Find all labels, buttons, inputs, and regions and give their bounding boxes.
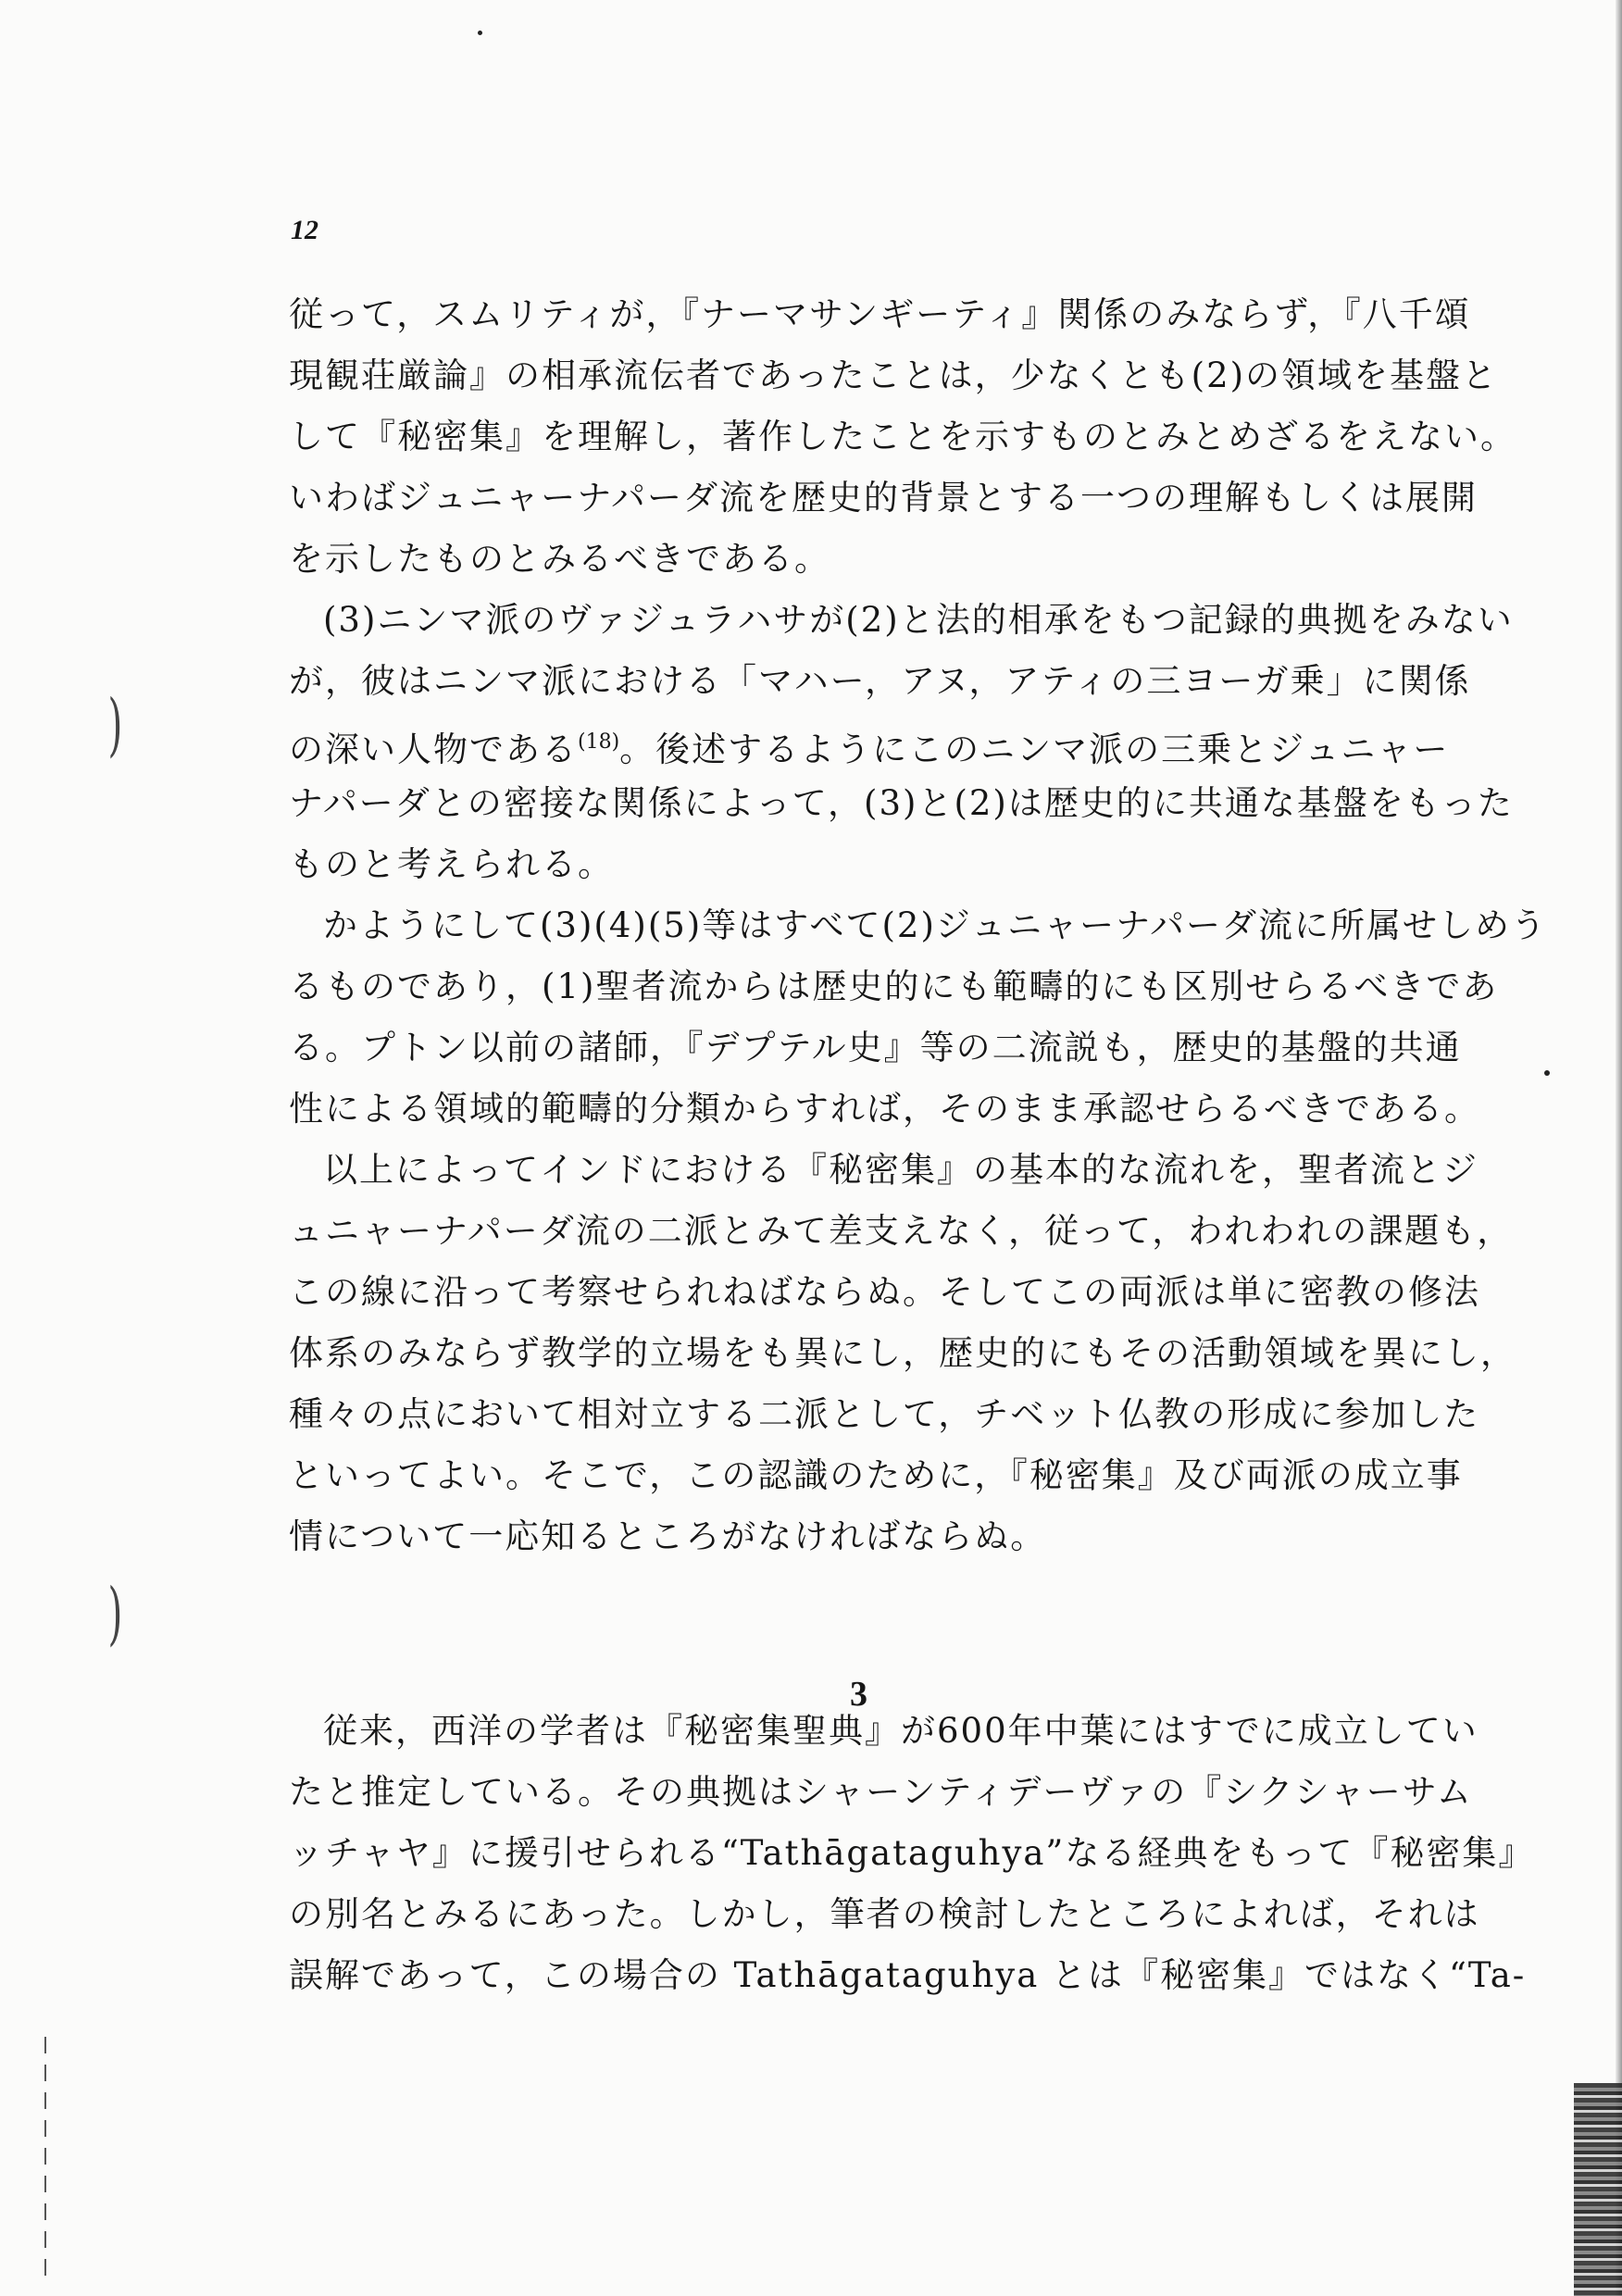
scan-speck — [478, 31, 482, 35]
text-line: 以上によってインドにおける『秘密集』の基本的な流れを，聖者流とジ — [323, 1150, 1479, 1190]
text-line: を示したものとみるべきである。 — [289, 539, 830, 579]
text-line: が，彼はニンマ派における「マハー，アヌ，アティの三ヨーガ乗」に関係 — [289, 661, 1471, 701]
binding-hole-mark-upper: ) — [107, 685, 123, 765]
text-line-segment: 。後述するようにこのニンマ派の三乗とジュニャー — [619, 730, 1450, 769]
text-line: といってよい。そこで，この認識のために，『秘密集』及び両派の成立事 — [289, 1455, 1463, 1495]
text-line: たと推定している。その典拠はシャーンティデーヴァの『シクシャーサム — [289, 1772, 1473, 1812]
text-line: ュニャーナパーダ流の二派とみて差支えなく，従って，われわれの課題も， — [289, 1211, 1514, 1251]
text-line: 誤解であって，この場合の Tathāgataguhya とは『秘密集』ではなく“Ta- — [289, 1955, 1527, 1995]
scan-right-edge — [1616, 0, 1622, 2296]
text-line: 従って，スムリティが，『ナーマサンギーティ』関係のみならず，『八千頌 — [289, 294, 1471, 334]
text-line: (3)ニンマ派のヴァジュラハサが(2)と法的相承をもつ記録的典拠をみない — [323, 600, 1514, 640]
text-line: ナパーダとの密接な関係によって，(3)と(2)は歴史的に共通な基盤をもった — [289, 783, 1514, 823]
text-line: 体系のみならず教学的立場をも異にし，歴史的にもその活動領域を異にし， — [289, 1333, 1516, 1373]
text-line: 種々の点において相対立する二派として，チベット仏教の形成に参加した — [289, 1394, 1480, 1434]
binding-hole-mark-lower: ) — [107, 1574, 123, 1653]
text-line: 性による領域的範疇的分類からすれば，そのまま承認せらるべきである。 — [289, 1089, 1480, 1129]
text-line: して『秘密集』を理解し，著作したことを示すものとみとめざるをえない。 — [289, 417, 1516, 456]
section-heading: 3 — [850, 1675, 867, 1714]
text-line: ッチャヤ』に援引せられる“Tathāgataguhya”なる経典をもって『秘密集』 — [289, 1833, 1535, 1873]
text-line: ものと考えられる。 — [289, 844, 614, 884]
text-line: 情について一応知るところがなければならぬ。 — [289, 1516, 1047, 1556]
text-line: かようにして(3)(4)(5)等はすべて(2)ジュニャーナパーダ流に所属せしめう — [323, 905, 1547, 945]
page-number: 12 — [291, 215, 318, 245]
text-line — [289, 712, 1450, 773]
text-line: この線に沿って考察せられねばならぬ。そしてこの両派は単に密教の修法 — [289, 1272, 1480, 1312]
text-block-main — [289, 284, 1547, 1567]
text-block-section-3 — [289, 1701, 1535, 2006]
text-line: 現観荘厳論』の相承流伝者であったことは，少なくとも(2)の領域を基盤と — [289, 356, 1499, 395]
scan-speck — [1544, 1070, 1550, 1076]
footnote-reference: (18) — [578, 730, 620, 754]
text-line-segment: の深い人物である — [289, 730, 578, 769]
text-line: 従来，西洋の学者は『秘密集聖典』が600年中葉にはすでに成立してい — [323, 1711, 1479, 1751]
text-line: る。プトン以前の諸師，『デプテル史』等の二流説も，歴史的基盤的共通 — [289, 1028, 1462, 1067]
scan-binding-artifact — [1574, 2083, 1622, 2296]
text-line: の別名とみるにあった。しかし，筆者の検討したところによれば，それは — [289, 1894, 1480, 1934]
scan-left-edge-marks — [44, 2037, 46, 2287]
text-line: るものであり，(1)聖者流からは歴史的にも範疇的にも区別せらるべきであ — [289, 967, 1499, 1006]
text-line: いわばジュニャーナパーダ流を歴史的背景とする一つの理解もしくは展開 — [289, 478, 1479, 518]
